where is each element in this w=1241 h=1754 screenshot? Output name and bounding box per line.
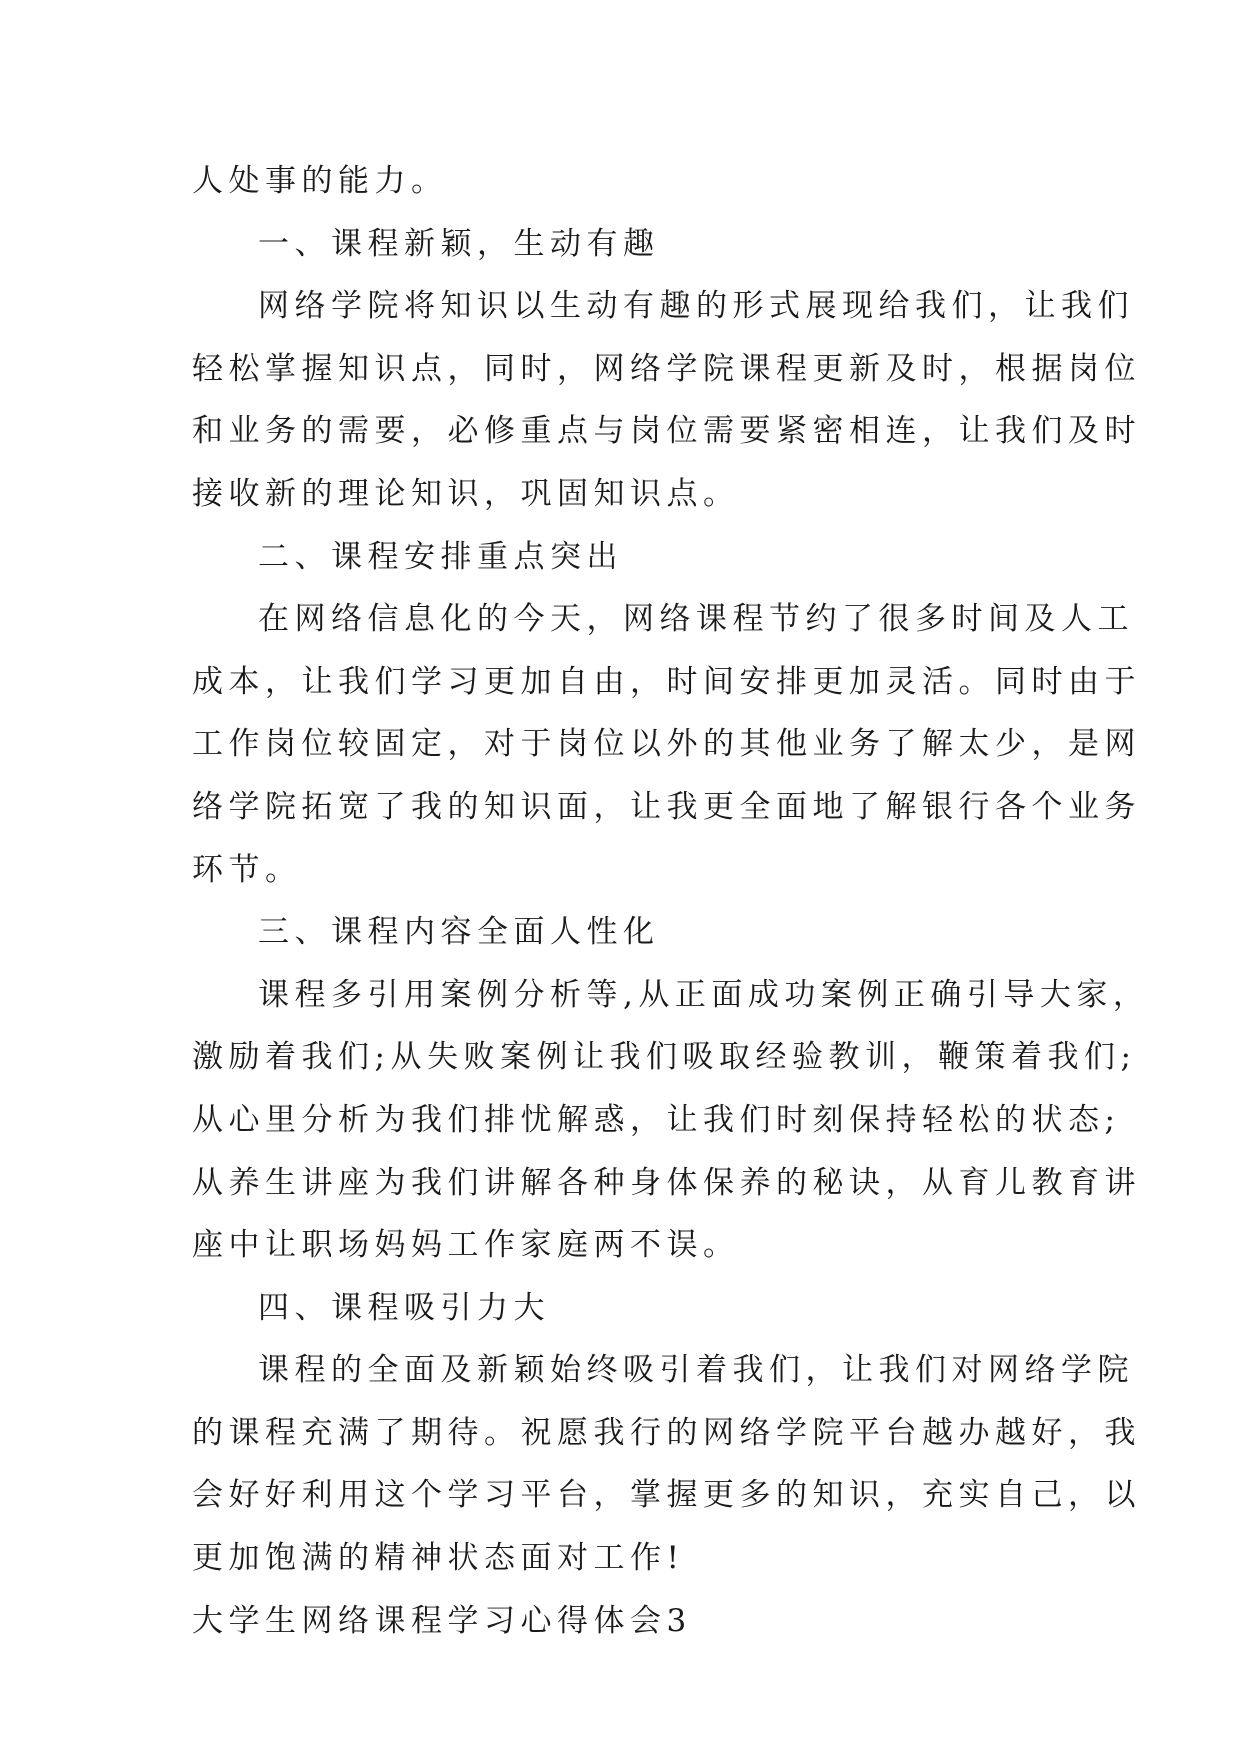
- paragraph-line: 座中让职场妈妈工作家庭两不误。: [192, 1227, 740, 1264]
- paragraph-line: 从心里分析为我们排忧解惑，让我们时刻保持轻松的状态;: [192, 1101, 1121, 1138]
- paragraph-line: 激励着我们;从失败案例让我们吸取经验教训，鞭策着我们;: [192, 1039, 1137, 1076]
- paragraph-line: 络学院拓宽了我的知识面，让我更全面地了解银行各个业务: [192, 788, 1141, 825]
- section-heading-2: 二、课程安排重点突出: [258, 538, 623, 575]
- paragraph-line: 从养生讲座为我们讲解各种身体保养的秘诀，从育儿教育讲: [192, 1164, 1141, 1201]
- paragraph-line: 轻松掌握知识点，同时，网络学院课程更新及时，根据岗位: [192, 350, 1141, 387]
- document-title: 大学生网络课程学习心得体会3: [192, 1602, 692, 1639]
- paragraph-line: 接收新的理论知识，巩固知识点。: [192, 475, 740, 512]
- paragraph-line: 环节。: [192, 851, 302, 888]
- paragraph-line: 的课程充满了期待。祝愿我行的网络学院平台越办越好，我: [192, 1414, 1141, 1451]
- paragraph-line: 更加饱满的精神状态面对工作!: [192, 1540, 685, 1577]
- document-page: [192, 150, 1150, 1652]
- paragraph-line: 和业务的需要，必修重点与岗位需要紧密相连，让我们及时: [192, 413, 1141, 450]
- paragraph-line: 会好好利用这个学习平台，掌握更多的知识，充实自己，以: [192, 1477, 1141, 1514]
- paragraph-line: 课程的全面及新颖始终吸引着我们，让我们对网络学院: [258, 1352, 1134, 1389]
- body-line: 人处事的能力。: [192, 163, 448, 199]
- paragraph-line: 在网络信息化的今天，网络课程节约了很多时间及人工: [258, 601, 1134, 638]
- section-heading-3: 三、课程内容全面人性化: [258, 914, 660, 951]
- paragraph-line: 成本，让我们学习更加自由，时间安排更加灵活。同时由于: [192, 663, 1141, 700]
- paragraph-line: 网络学院将知识以生动有趣的形式展现给我们，让我们: [258, 288, 1134, 325]
- section-heading-1: 一、课程新颖，生动有趣: [258, 225, 660, 262]
- paragraph-line: 工作岗位较固定，对于岗位以外的其他业务了解太少，是网: [192, 726, 1141, 763]
- section-heading-4: 四、课程吸引力大: [258, 1289, 550, 1326]
- paragraph-line: 课程多引用案例分析等,从正面成功案例正确引导大家，: [258, 976, 1150, 1013]
